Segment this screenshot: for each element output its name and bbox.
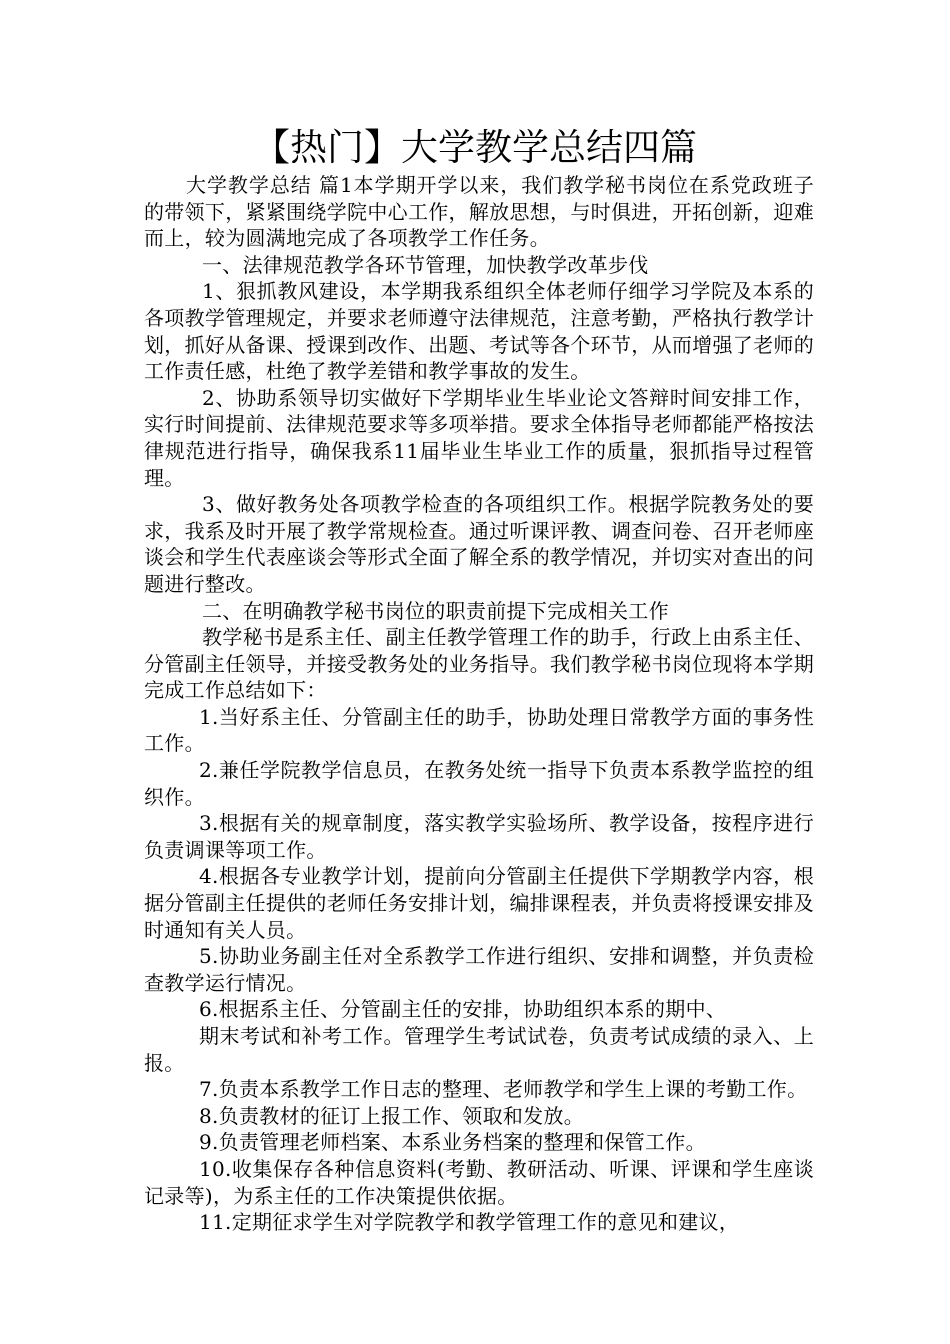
section-heading-2: 二、在明确教学秘书岗位的职责前提下完成相关工作 bbox=[202, 598, 669, 623]
list-item-5: 5.协助业务副主任对全系教学工作进行组织、安排和调整，并负责检查教学运行情况。 bbox=[144, 944, 814, 995]
list-item-11: 11.定期征求学生对学院教学和教学管理工作的意见和建议， bbox=[199, 1210, 740, 1235]
list-item-7: 7.负责本系教学工作日志的整理、老师教学和学生上课的考勤工作。 bbox=[199, 1077, 808, 1102]
list-item-10: 10.收集保存各种信息资料(考勤、教研活动、听课、评课和学生座谈记录等)，为系主任的工作决策提供依据。 bbox=[144, 1156, 814, 1208]
list-item-3: 3.根据有关的规章制度，落实教学实验场所、教学设备，按程序进行负责调课等项工作。 bbox=[144, 811, 814, 862]
paragraph-intro: 大学教学总结 篇1本学期开学以来，我们教学秘书岗位在系党政班子的带领下，紧紧围绕学院中心工作，解放思想，与时俱进，开拓创新，迎难而上，较为圆满地完成了各项教学工作任务。 bbox=[144, 173, 814, 251]
list-item-6-continued: 期末考试和补考工作。管理学生考试试卷，负责考试成绩的录入、上报。 bbox=[144, 1024, 814, 1075]
document-body bbox=[144, 172, 814, 1236]
list-item-4: 4.根据各专业教学计划，提前向分管副主任提供下学期教学内容，根据分管副主任提供的老师任务安排计划，编排课程表，并负责将授课安排及时通知有关人员。 bbox=[144, 864, 814, 942]
list-item-1: 1.当好系主任、分管副主任的助手，协助处理日常教学方面的事务性工作。 bbox=[144, 704, 814, 756]
list-item-6: 6.根据系主任、分管副主任的安排，协助组织本系的期中、 bbox=[199, 997, 727, 1022]
document-title: 【热门】大学教学总结四篇 bbox=[253, 126, 697, 169]
paragraph-item-2: 2、协助系领导切实做好下学期毕业生毕业论文答辩时间安排工作，实行时间提前、法律规范要求等多项举措。要求全体指导老师都能严格按法律规范进行指导，确保我系11届毕业生毕业工作的质量，狠抓指导过程管理。 bbox=[144, 385, 814, 490]
list-item-2: 2.兼任学院教学信息员，在教务处统一指导下负责本系教学监控的组织作。 bbox=[144, 758, 814, 809]
paragraph-item-3: 3、做好教务处各项教学检查的各项组织工作。根据学院教务处的要求，我系及时开展了教学常规检查。通过听课评教、调查问卷、召开老师座谈会和学生代表座谈会等形式全面了解全系的教学情况，并切实对查出的问题进行整改。 bbox=[144, 492, 814, 596]
section-heading-1: 一、法律规范教学各环节管理，加快教学改革步伐 bbox=[202, 252, 649, 277]
list-item-8: 8.负责教材的征订上报工作、领取和发放。 bbox=[199, 1103, 585, 1128]
paragraph-secretary-role: 教学秘书是系主任、副主任教学管理工作的助手，行政上由系主任、分管副主任领导，并接受教务处的业务指导。我们教学秘书岗位现将本学期完成工作总结如下： bbox=[144, 625, 814, 703]
paragraph-item-1: 1、狠抓教风建设，本学期我系组织全体老师仔细学习学院及本系的各项教学管理规定，并要求老师遵守法律规范，注意考勤，严格执行教学计划，抓好从备课、授课到改作、出题、考试等各个环节，从而增强了老师的工作责任感，杜绝了教学差错和教学事故的发生。 bbox=[144, 279, 814, 384]
list-item-9: 9.负责管理老师档案、本系业务档案的整理和保管工作。 bbox=[199, 1130, 706, 1155]
